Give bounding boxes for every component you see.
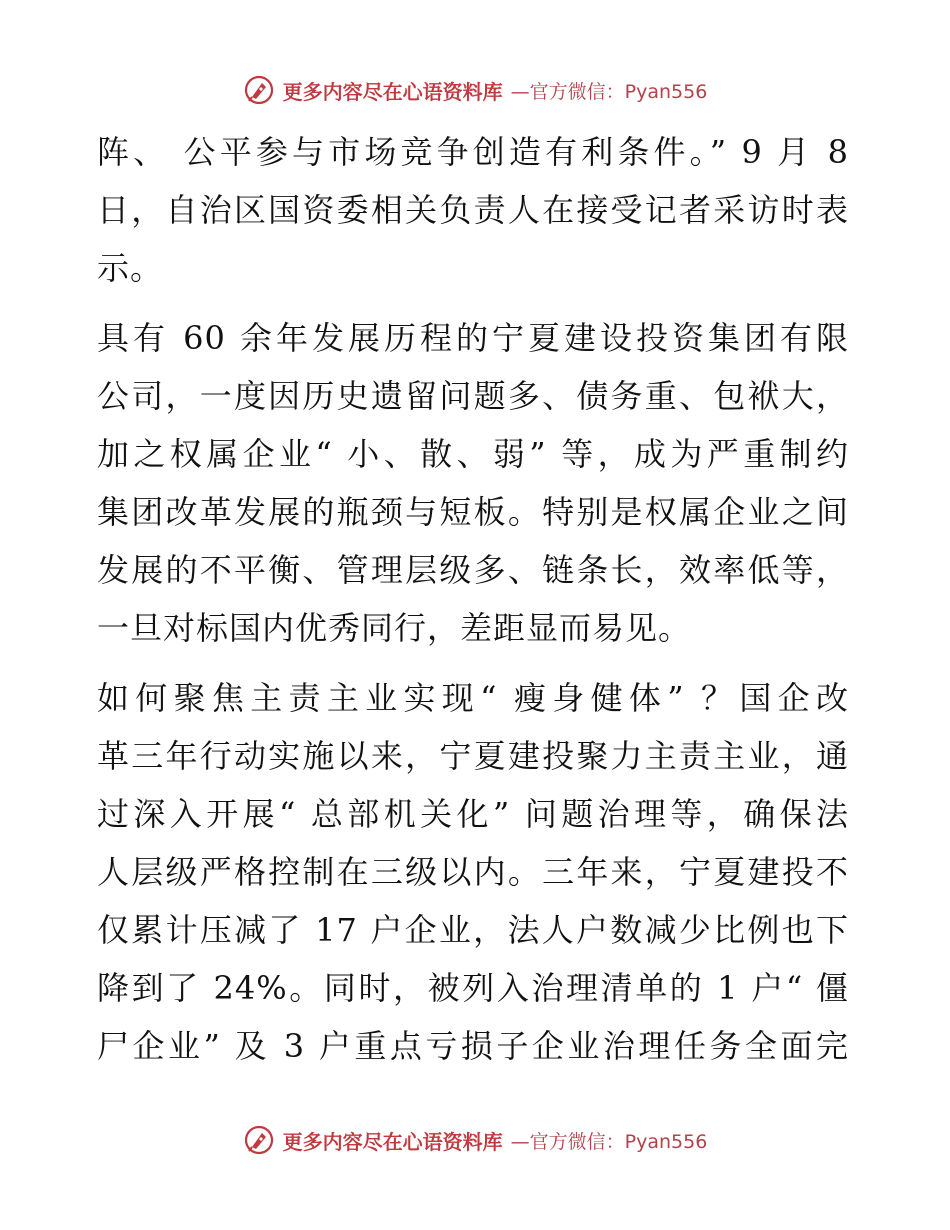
banner-site-text: 更多内容尽在心语资料库: [282, 1129, 503, 1154]
paragraph: [97, 309, 849, 657]
banner-wechat-text: —官方微信：Pyan556: [510, 80, 708, 103]
text-line: 过深入开展“ 总部机关化” 问题治理等，确保法: [97, 795, 849, 833]
paragraph: [97, 669, 849, 1075]
document-body: [97, 123, 849, 1087]
text-line: 集团改革发展的瓶颈与短板。特别是权属企业之间: [97, 493, 849, 531]
text-line: 发展的不平衡、管理层级多、链条长，效率低等，: [97, 551, 849, 589]
text-line: 一旦对标国内优秀同行，差距显而易见。: [97, 609, 692, 647]
text-line: 具有 60 余年发展历程的宁夏建设投资集团有限: [97, 319, 849, 357]
footer-banner: [0, 1120, 950, 1160]
paragraph: [97, 123, 849, 297]
pen-nib-logo-icon: [243, 74, 275, 106]
banner-site-text: 更多内容尽在心语资料库: [282, 79, 503, 104]
header-banner: [0, 70, 950, 110]
banner-wechat-text: —官方微信：Pyan556: [510, 1130, 708, 1153]
text-line: 示。: [97, 249, 164, 287]
text-line: 降到了 24%。同时，被列入治理清单的 1 户“ 僵: [97, 969, 849, 1007]
text-line: 如何聚焦主责主业实现“ 瘦身健体” ？国企改: [97, 679, 849, 717]
text-line: 加之权属企业“ 小、散、弱” 等，成为严重制约: [97, 435, 849, 473]
text-line: 日，自治区国资委相关负责人在接受记者采访时表: [97, 191, 849, 229]
text-line: 仅累计压减了 17 户企业，法人户数减少比例也下: [97, 911, 849, 949]
pen-nib-logo-icon: [243, 1124, 275, 1156]
text-line: 尸企业” 及 3 户重点亏损子企业治理任务全面完: [97, 1027, 849, 1065]
text-line: 公司，一度因历史遗留问题多、债务重、包袱大，: [97, 377, 849, 415]
text-line: 人层级严格控制在三级以内。三年来，宁夏建投不: [97, 853, 849, 891]
text-line: 阵、 公平参与市场竞争创造有利条件。” 9 月 8: [97, 133, 849, 171]
text-line: 革三年行动实施以来，宁夏建投聚力主责主业，通: [97, 737, 849, 775]
